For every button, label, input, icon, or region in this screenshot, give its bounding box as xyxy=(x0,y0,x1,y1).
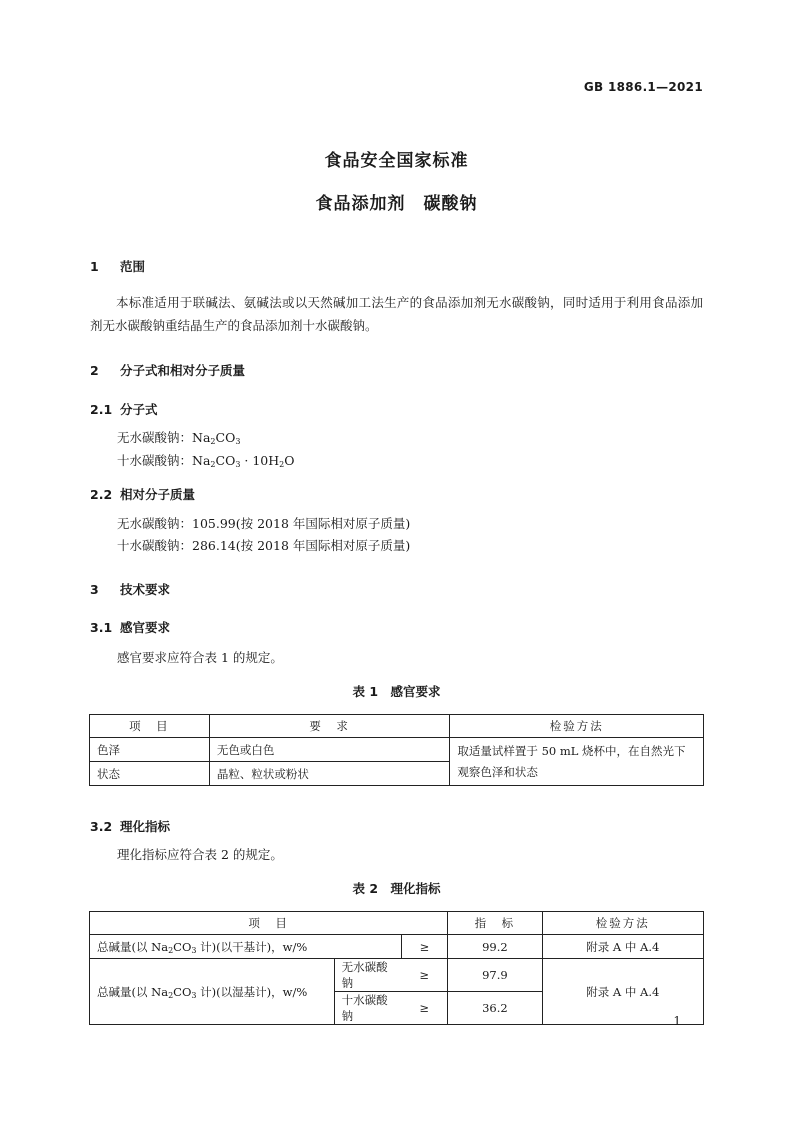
section-2-heading xyxy=(90,361,245,379)
table-row xyxy=(90,738,704,762)
section-title: 技术要求 xyxy=(120,582,171,597)
operator-cell: ≥ xyxy=(401,935,448,959)
section-number: 3.2 xyxy=(90,819,113,834)
requirement-cell: 晶粒、粒状或粉状 xyxy=(209,762,450,786)
item-cell: 色泽 xyxy=(90,738,210,762)
table-2 xyxy=(89,911,704,1025)
page-number: 1 xyxy=(673,1014,681,1028)
subitem-cell: 十水碳酸钠 xyxy=(334,992,401,1025)
operator-cell: ≥ xyxy=(401,992,448,1025)
section-title: 分子式和相对分子质量 xyxy=(120,363,246,378)
section-3-1-heading xyxy=(90,618,170,636)
section-3-heading xyxy=(90,580,170,598)
mass-anhydrous: 无水碳酸钠：105.99(按 2018 年国际相对原子质量) xyxy=(117,516,411,531)
section-title: 理化指标 xyxy=(120,819,171,834)
section-number: 3 xyxy=(90,582,99,597)
section-1-heading xyxy=(90,257,145,275)
section-number: 1 xyxy=(90,259,99,274)
table-header-row xyxy=(90,912,704,935)
value-cell: 36.2 xyxy=(448,992,542,1025)
header-item: 项 目 xyxy=(90,912,448,935)
section-title: 感官要求 xyxy=(120,620,171,635)
value-cell: 99.2 xyxy=(448,935,542,959)
standard-number: GB 1886.1—2021 xyxy=(583,80,703,94)
section-title: 相对分子质量 xyxy=(120,487,196,502)
table-1-caption: 表 1 感官要求 xyxy=(352,684,441,699)
method-cell: 附录 A 中 A.4 xyxy=(542,935,703,959)
value-cell: 97.9 xyxy=(448,959,542,992)
section-2-1-heading xyxy=(90,400,158,418)
header-index: 指 标 xyxy=(448,912,542,935)
formula-anhydrous: 无水碳酸钠：$Na_2CO_3$ xyxy=(117,430,241,446)
header-item: 项 目 xyxy=(90,715,210,738)
table-row xyxy=(90,935,704,959)
method-cell: 取适量试样置于 50 mL 烧杯中，在自然光下观察色泽和状态 xyxy=(450,738,704,786)
operator-cell: ≥ xyxy=(401,959,448,992)
item-cell: 总碱量(以 $Na_2CO_3$ 计)(以干基计)，w/% xyxy=(90,935,402,959)
item-cell: 状态 xyxy=(90,762,210,786)
subitem-cell: 无水碳酸钠 xyxy=(334,959,401,992)
item-cell: 总碱量(以 $Na_2CO_3$ 计)(以湿基计)，w/% xyxy=(90,959,335,1025)
section-3-2-text: 理化指标应符合表 2 的规定。 xyxy=(117,847,283,862)
section-number: 2 xyxy=(90,363,99,378)
table-2-caption: 表 2 理化指标 xyxy=(352,881,441,896)
table-1 xyxy=(89,714,704,786)
section-title: 范围 xyxy=(120,259,146,274)
section-title: 分子式 xyxy=(120,402,158,417)
requirement-cell: 无色或白色 xyxy=(209,738,450,762)
section-3-1-text: 感官要求应符合表 1 的规定。 xyxy=(117,650,283,665)
section-1-paragraph: 本标准适用于联碱法、氨碱法或以天然碱加工法生产的食品添加剂无水碳酸钠，同时适用于利用食品添加剂无水碳酸钠重结晶生产的食品添加剂十水碳酸钠。 xyxy=(90,295,703,333)
section-3-2-heading xyxy=(90,817,170,835)
section-number: 2.1 xyxy=(90,402,113,417)
table-header-row xyxy=(90,715,704,738)
formula-decahydrate: 十水碳酸钠：$Na_2CO_3 \cdot 10H_2O$ xyxy=(117,453,295,469)
section-number: 2.2 xyxy=(90,487,113,502)
document-title: 食品安全国家标准 xyxy=(324,151,469,171)
document-subtitle: 食品添加剂 碳酸钠 xyxy=(315,194,478,214)
mass-decahydrate: 十水碳酸钠：286.14(按 2018 年国际相对原子质量) xyxy=(117,538,411,553)
table-row xyxy=(90,959,704,992)
header-method: 检验方法 xyxy=(542,912,703,935)
method-cell: 附录 A 中 A.4 xyxy=(542,959,703,1025)
header-method: 检验方法 xyxy=(450,715,704,738)
header-requirement: 要 求 xyxy=(209,715,450,738)
section-number: 3.1 xyxy=(90,620,113,635)
section-2-2-heading xyxy=(90,485,195,503)
